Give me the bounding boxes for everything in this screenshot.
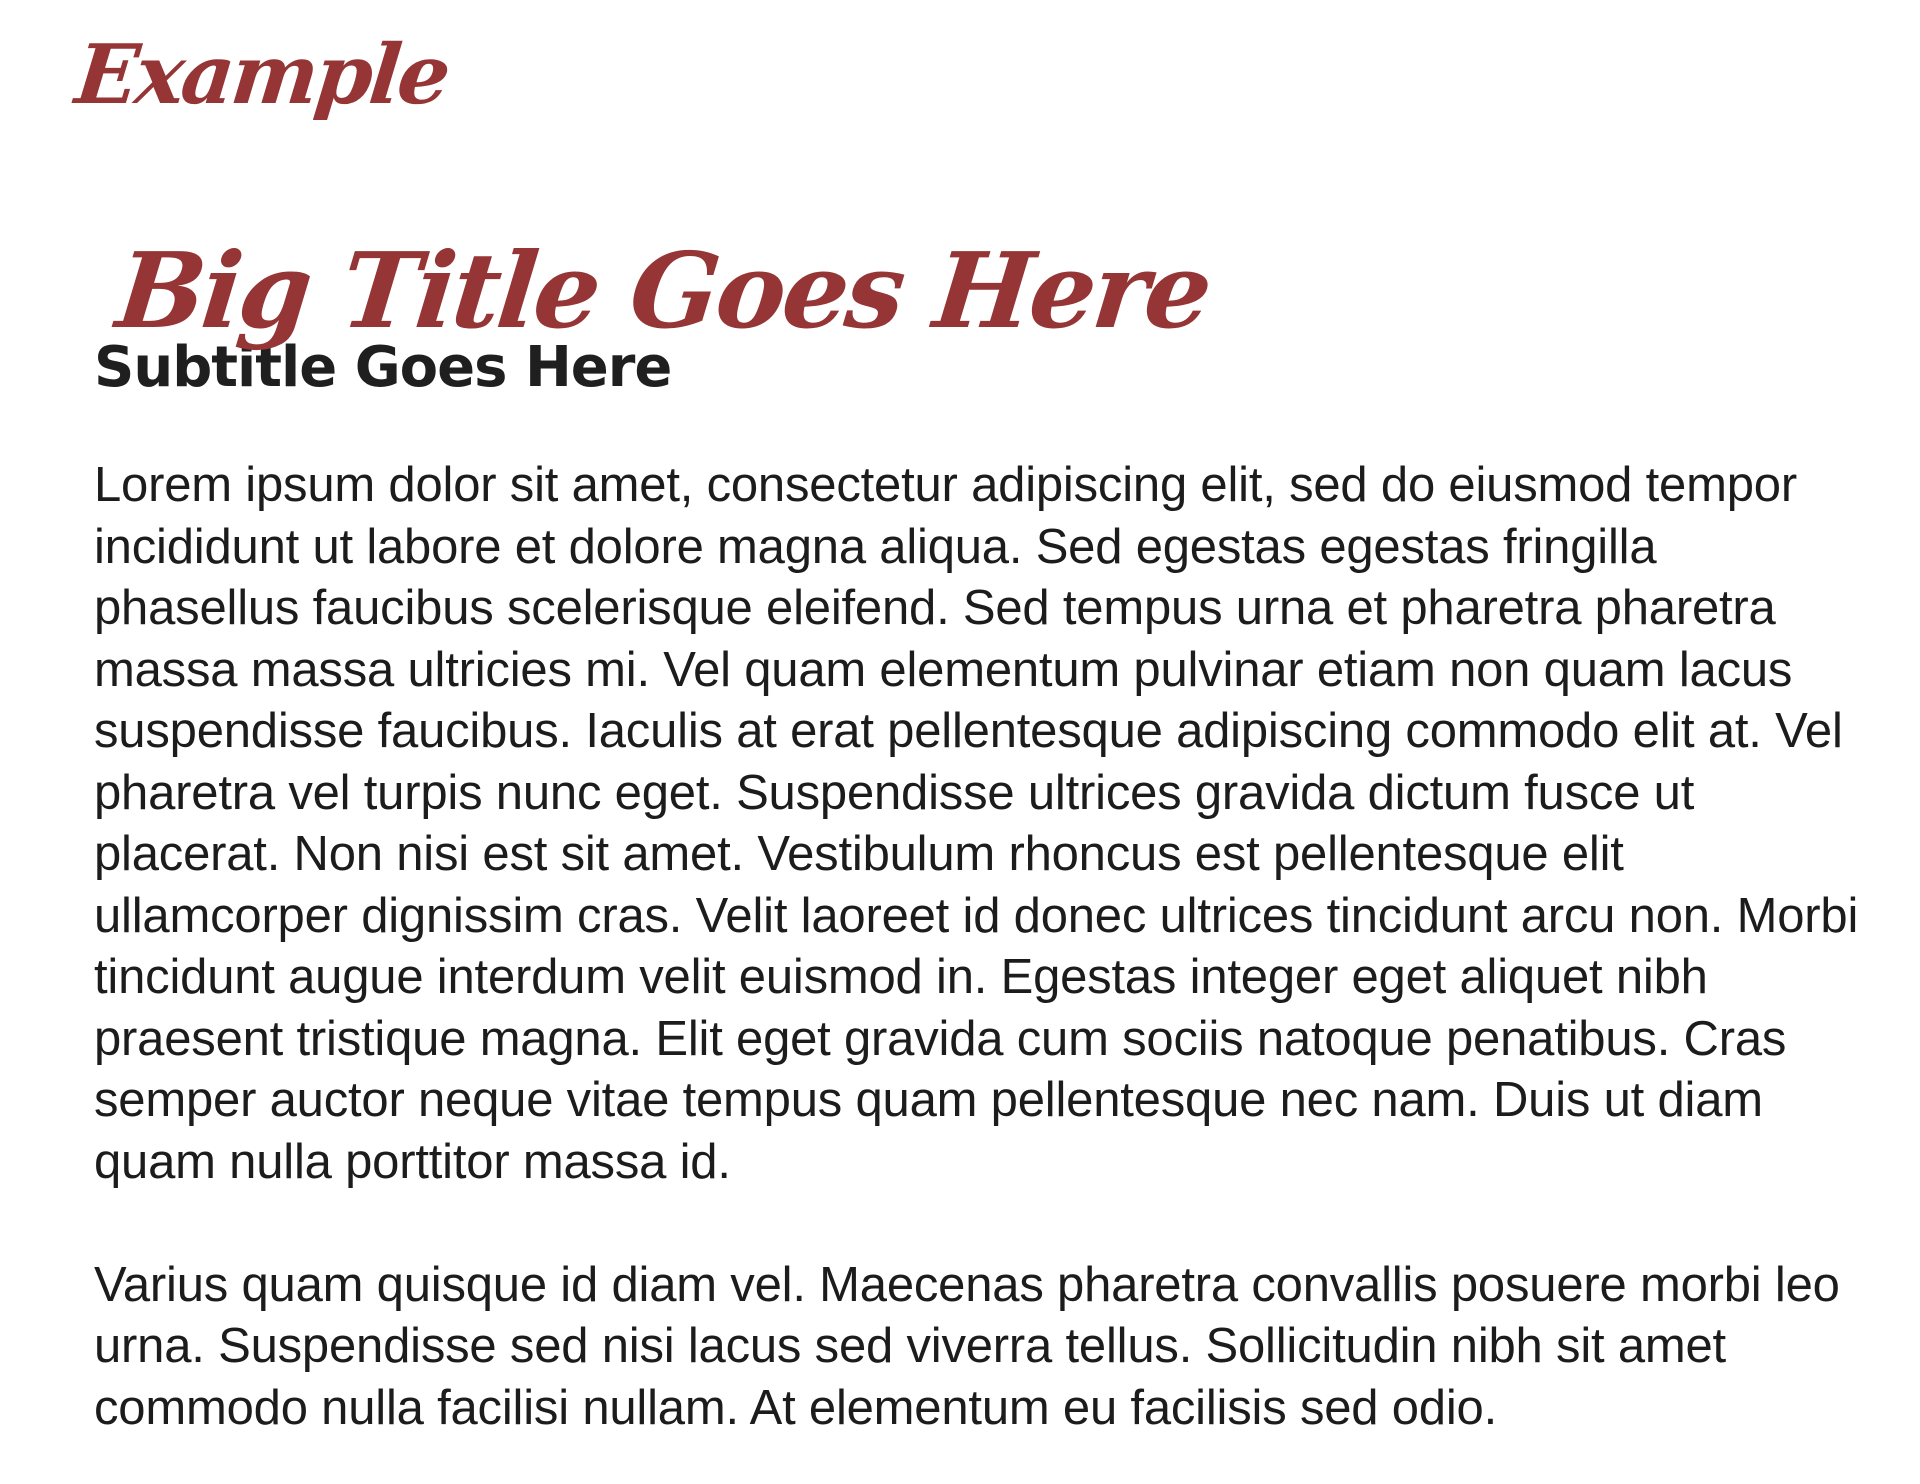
body-paragraph-2: Varius quam quisque id diam vel. Maecenas pharetra convallis posuere morbi leo urna. Suspendisse sed nisi lacus sed viverra tellus. Sollicitudin nibh sit amet commodo nulla facilisi nullam. At elementum eu facilisis sed odio. (94, 1257, 1840, 1435)
article (94, 229, 1874, 1439)
page-title: Big Title Goes Here (111, 229, 1215, 352)
page-subtitle: Subtitle Goes Here (94, 335, 672, 401)
body-paragraph-1: Lorem ipsum dolor sit amet, consectetur adipiscing elit, sed do eiusmod tempor incididunt ut labore et dolore magna aliqua. Sed egestas egestas fringilla phasellus faucibus scelerisque eleifend. Sed tempus urna et pharetra pharetra massa massa ultricies mi. Vel quam elementum pulvinar etiam non quam lacus suspendisse faucibus. Iaculis at erat pellentesque adipiscing commodo elit at. Vel pharetra vel turpis nunc eget. Suspendisse ultrices gravida dictum fusce ut placerat. Non nisi est sit amet. Vestibulum rhoncus est pellentesque elit ullamcorper dignissim cras. Velit laoreet id donec ultrices tincidunt arcu non. Morbi tincidunt augue interdum velit euismod in. Egestas integer eget aliquet nibh praesent tristique magna. Elit eget gravida cum sociis natoque penatibus. Cras semper auctor neque vitae tempus quam pellentesque nec nam. Duis ut diam quam nulla porttitor massa id. (94, 458, 1859, 1189)
brand-logo[interactable]: Example (71, 27, 453, 123)
